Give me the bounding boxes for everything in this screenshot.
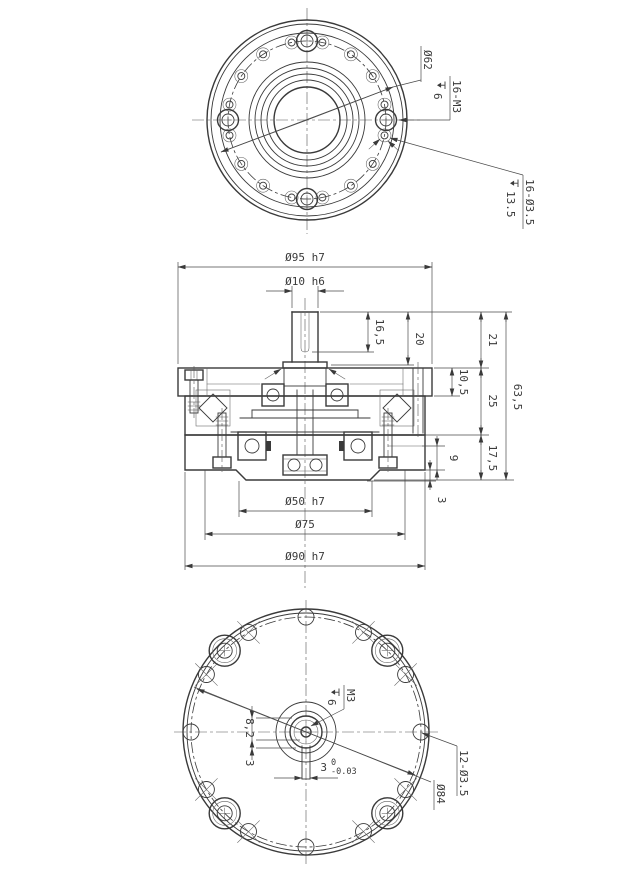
shaft-dia-label: Ø10 h6 <box>285 275 325 288</box>
body-bolt-hole <box>413 362 423 438</box>
key-dim-b-label: 3 <box>243 759 256 767</box>
dim-lower-height <box>481 435 499 480</box>
top-view <box>192 8 536 234</box>
lower-bolt-circle-label: Ø75 <box>295 518 315 531</box>
spigot-height-label: 3 <box>435 496 448 504</box>
dim-spigot-height <box>430 460 448 503</box>
note-tapped-holes <box>399 76 463 120</box>
output-bearing-right <box>339 432 372 460</box>
bottom-holes-label: 12-Ø3.5 <box>457 750 470 797</box>
center-thread-depth-label: 6 <box>325 699 338 706</box>
body-dia-label: Ø90 h7 <box>285 550 325 563</box>
depth-icon <box>437 82 445 90</box>
dim-bore-depth <box>368 312 386 352</box>
depth-icon <box>331 689 339 697</box>
base-bolt-left <box>213 408 231 472</box>
input-bearing-right <box>326 384 348 406</box>
top-bolt-circle-dia-label: Ø62 <box>421 50 434 70</box>
spigot-dia-label: Ø50 h7 <box>285 495 325 508</box>
total-height-label: 63,5 <box>511 383 524 411</box>
depth-icon <box>510 180 518 188</box>
dim-key-b <box>243 748 296 766</box>
recess-depth-label: 9 <box>447 454 460 462</box>
output-bearing-left <box>238 432 271 460</box>
note-center-thread <box>311 685 357 726</box>
bottom-view <box>174 600 470 866</box>
dim-spigot-dia <box>239 481 372 517</box>
center-thread-label: M3 <box>344 689 357 703</box>
dim-key-width <box>274 758 357 778</box>
key-tol-upper-label: 0 <box>331 758 337 768</box>
note-through-holes <box>369 138 536 229</box>
shaft-height-label: 21 <box>486 333 499 347</box>
bottom-bolt-circle-label: Ø84 <box>434 784 447 804</box>
shaft-step-label: 20 <box>413 332 426 346</box>
input-bearing-left <box>262 384 284 406</box>
dim-mid-height <box>481 368 499 435</box>
dim-total-height <box>506 312 524 480</box>
through-depth-label: 13.5 <box>504 191 517 218</box>
mid-height-label: 25 <box>486 394 499 408</box>
front-section-view <box>178 251 524 588</box>
flange-bolt <box>185 366 203 418</box>
base-bolt-right <box>379 408 397 472</box>
dim-shaft-step <box>408 312 426 365</box>
key-width-label: 3 <box>320 761 327 774</box>
flange-thk-label: 10,5 <box>457 368 470 396</box>
lower-height-label: 17,5 <box>486 444 499 472</box>
through-holes-label: 16-Ø3.5 <box>523 179 536 226</box>
bore-depth-label: 16,5 <box>373 318 386 346</box>
dim-shaft-height <box>481 312 499 368</box>
key-dim-a-label: 8,2 <box>243 718 256 738</box>
key-tol-lower-label: -0.03 <box>331 767 357 777</box>
dim-key-a <box>243 706 300 752</box>
flange-dia-label: Ø95 h7 <box>285 251 325 264</box>
dim-recess-depth <box>437 436 460 480</box>
tapped-holes-label: 16-M3 <box>450 80 463 114</box>
tapped-depth-label: 6 <box>431 93 444 100</box>
dim-flange-thk <box>452 368 470 396</box>
